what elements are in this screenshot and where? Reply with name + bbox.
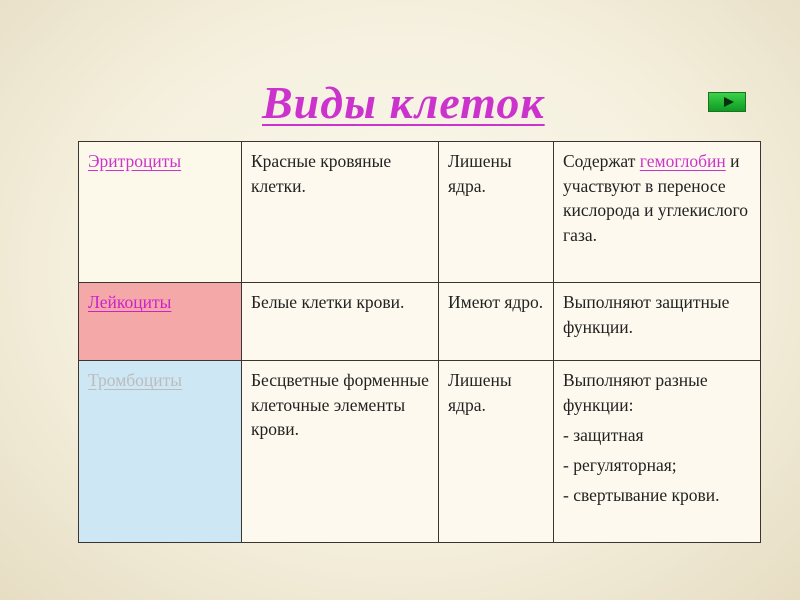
cell-leukocytes-description: Белые клетки крови. — [242, 283, 439, 361]
next-slide-button[interactable] — [708, 92, 746, 112]
cell-thrombocytes-description: Бесцветные форменные клеточные элементы крови. — [242, 361, 439, 543]
table-row-leukocytes — [79, 283, 761, 361]
function-text-suffix: и участвуют в переносе кислорода и углекислого газа. — [563, 151, 749, 245]
function-list — [563, 424, 752, 507]
list-item: - регуляторная; — [563, 455, 677, 475]
cell-leukocytes-function: Выполняют защитные функции. — [554, 283, 761, 361]
cell-leukocytes-name[interactable] — [79, 283, 242, 361]
cell-thrombocytes-nucleus: Лишены ядра. — [439, 361, 554, 543]
hemoglobin-link[interactable]: гемоглобин — [639, 151, 726, 171]
cell-thrombocytes-name[interactable] — [79, 361, 242, 543]
erythrocytes-link[interactable]: Эритроциты — [88, 151, 182, 171]
cell-leukocytes-nucleus: Имеют ядро. — [439, 283, 554, 361]
list-item: - свертывание крови. — [563, 485, 720, 505]
cell-erythrocytes-name[interactable] — [79, 142, 242, 283]
thrombocytes-link[interactable]: Тромбоциты — [88, 370, 183, 390]
cell-erythrocytes-function — [554, 142, 761, 283]
slide-title: Виды клеток — [262, 77, 545, 128]
table-row-thrombocytes — [79, 361, 761, 543]
cell-erythrocytes-description: Красные кровяные клетки. — [242, 142, 439, 283]
play-triangle-icon — [724, 97, 734, 107]
cell-erythrocytes-nucleus: Лишены ядра. — [439, 142, 554, 283]
function-text-prefix: Содержат — [563, 151, 640, 171]
cell-types-table — [78, 141, 761, 543]
table-row-erythrocytes — [79, 142, 761, 283]
leukocytes-link[interactable]: Лейкоциты — [88, 292, 172, 312]
function-intro: Выполняют разные функции: — [563, 370, 708, 415]
list-item: - защитная — [563, 425, 644, 445]
cell-thrombocytes-function — [554, 361, 761, 543]
